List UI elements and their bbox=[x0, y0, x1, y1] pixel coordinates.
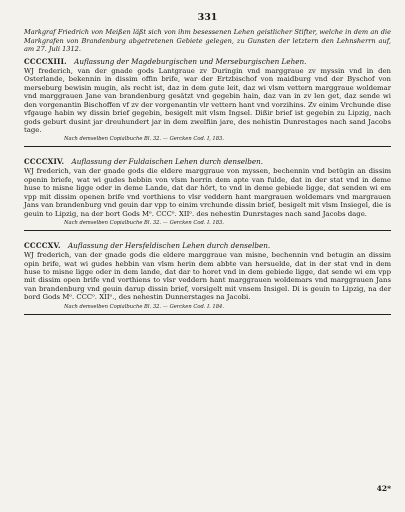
section-cccxiii bbox=[24, 57, 391, 148]
section-body: WJ frederich, van der gnade gods die eldere marggraue van misne, bechennin vnd betugin an dissim opin brife, wat wi gudes hebbin van vlsm herin dem abbte van hersuelde, dat in der stat vnd in dem huse to misne ligge oder in dem lande, dat dar to horet vnd in dem gebiede ligge, dat sende wi em vpp mit dissim open brife vnd vorthiens to vlsr veddern hant marggrauen woldemars vnd marggrauen Jans van brandenburg vnd geuin darup dissin brief, vorsigelt mit vnsem Insigel. Di is geuin to Lipzig, na der bord Gods Mᵒ. CCCᵒ. XIIᵒ., des nehestin Dunnerstages na Jacobi. bbox=[24, 251, 391, 302]
section-source: Nach demselben Copialbuche Bl. 32. — Gercken Cod. I. 183. bbox=[64, 220, 224, 227]
section-title: Auflassung der Hersfeldischen Lehen durch denselben. bbox=[67, 241, 271, 251]
section-divider bbox=[24, 146, 391, 147]
section-heading bbox=[24, 241, 391, 250]
section-number: CCCCXV. bbox=[24, 241, 61, 251]
section-number: CCCCXIII. bbox=[24, 56, 67, 66]
section-source: Nach demselben Copialbuche Bl. 32. — Gercken Cod. I. 184. bbox=[64, 303, 224, 310]
page-number: 331 bbox=[197, 12, 218, 23]
intro-summary: Markgraf Friedrich von Meißen läßt sich von ihm besessenen Lehen geistlicher Stifter, welche in dem an die Markgrafen von Brandenburg abgetretenen Gebiete gelegen, zu Gunsten der letztern den Lehnsherrn auf, am 27. Juli 1312. bbox=[24, 28, 391, 54]
section-heading bbox=[24, 57, 391, 66]
section-cccxiv bbox=[24, 157, 391, 231]
section-source: Nach demselben Copialbuche Bl. 32. — Gercken Cod. I, 183. bbox=[64, 136, 224, 143]
section-cccxv bbox=[24, 241, 391, 315]
section-number: CCCCXIV. bbox=[24, 157, 65, 167]
section-divider bbox=[24, 314, 391, 315]
signature-mark: 42* bbox=[376, 484, 391, 493]
section-divider bbox=[24, 230, 391, 231]
section-title: Auflassung der Fuldaischen Lehen durch denselben. bbox=[71, 157, 264, 167]
section-title: Auflassung der Magdeburgischen und Merseburgischen Lehen. bbox=[74, 56, 307, 66]
section-heading bbox=[24, 157, 391, 166]
section-body: WJ frederich, van der gnade gods Lantgraue zv Duringin vnd marggraue zv myssin vnd in den Osterlande, bekennin in dissim offin brife, war der Ertzbischof von maidburg vnd der Byschof von merseburg bewisin mugin, als recht ist, daz in dem gute leit, daz wi vlsm vettern marggraue woldemar vnd marggrauen Jane van brandenburg gesätzt vnd gegebin hain, daz van in zv len get, daz sende wi den vorgenantin Bischoffen vf zv der vorgenantin vlr vettern hant vnd vorzihins. Zv einim Vrchunde dise vfgauge habin wy dissin brief gegebin, besigelt mit vlsm Ingsel. Dißir brief ist gegebin zu Lipzig, nach gods geburt dusint jar dreuhundert jar in dem zwelfiin jare, des nehistin Dunrestages nach sand Jacobs tage. bbox=[24, 66, 391, 134]
section-body: WJ frederich, van der gnade gods die eldere marggraue von myssen, bechennin vnd betügin an dissim openin briefe, wat wi gudes hebbin von vlsm herrin dem apte van fulde, dat in der stat vnd in deme huse to misne ligge oder in deme Lande, dat dar hört, to vnd in deme gebiede ligge, dat senden wi em vpp mit dissim openen brife vnd vorthiens to vlsr veddern hant margrauen woldemars vnd margrauen Jans van brandenburg vnd geuin dar vpp to einim vrchunde dissin brief, besigelt mit vlsm Insiegel, die is geuin to Lipzig, na der bort Gods Mᵒ. CCCᵒ. XIIᵒ. des nehestin Dunrstages nach sand Jacobs dage. bbox=[24, 167, 391, 218]
